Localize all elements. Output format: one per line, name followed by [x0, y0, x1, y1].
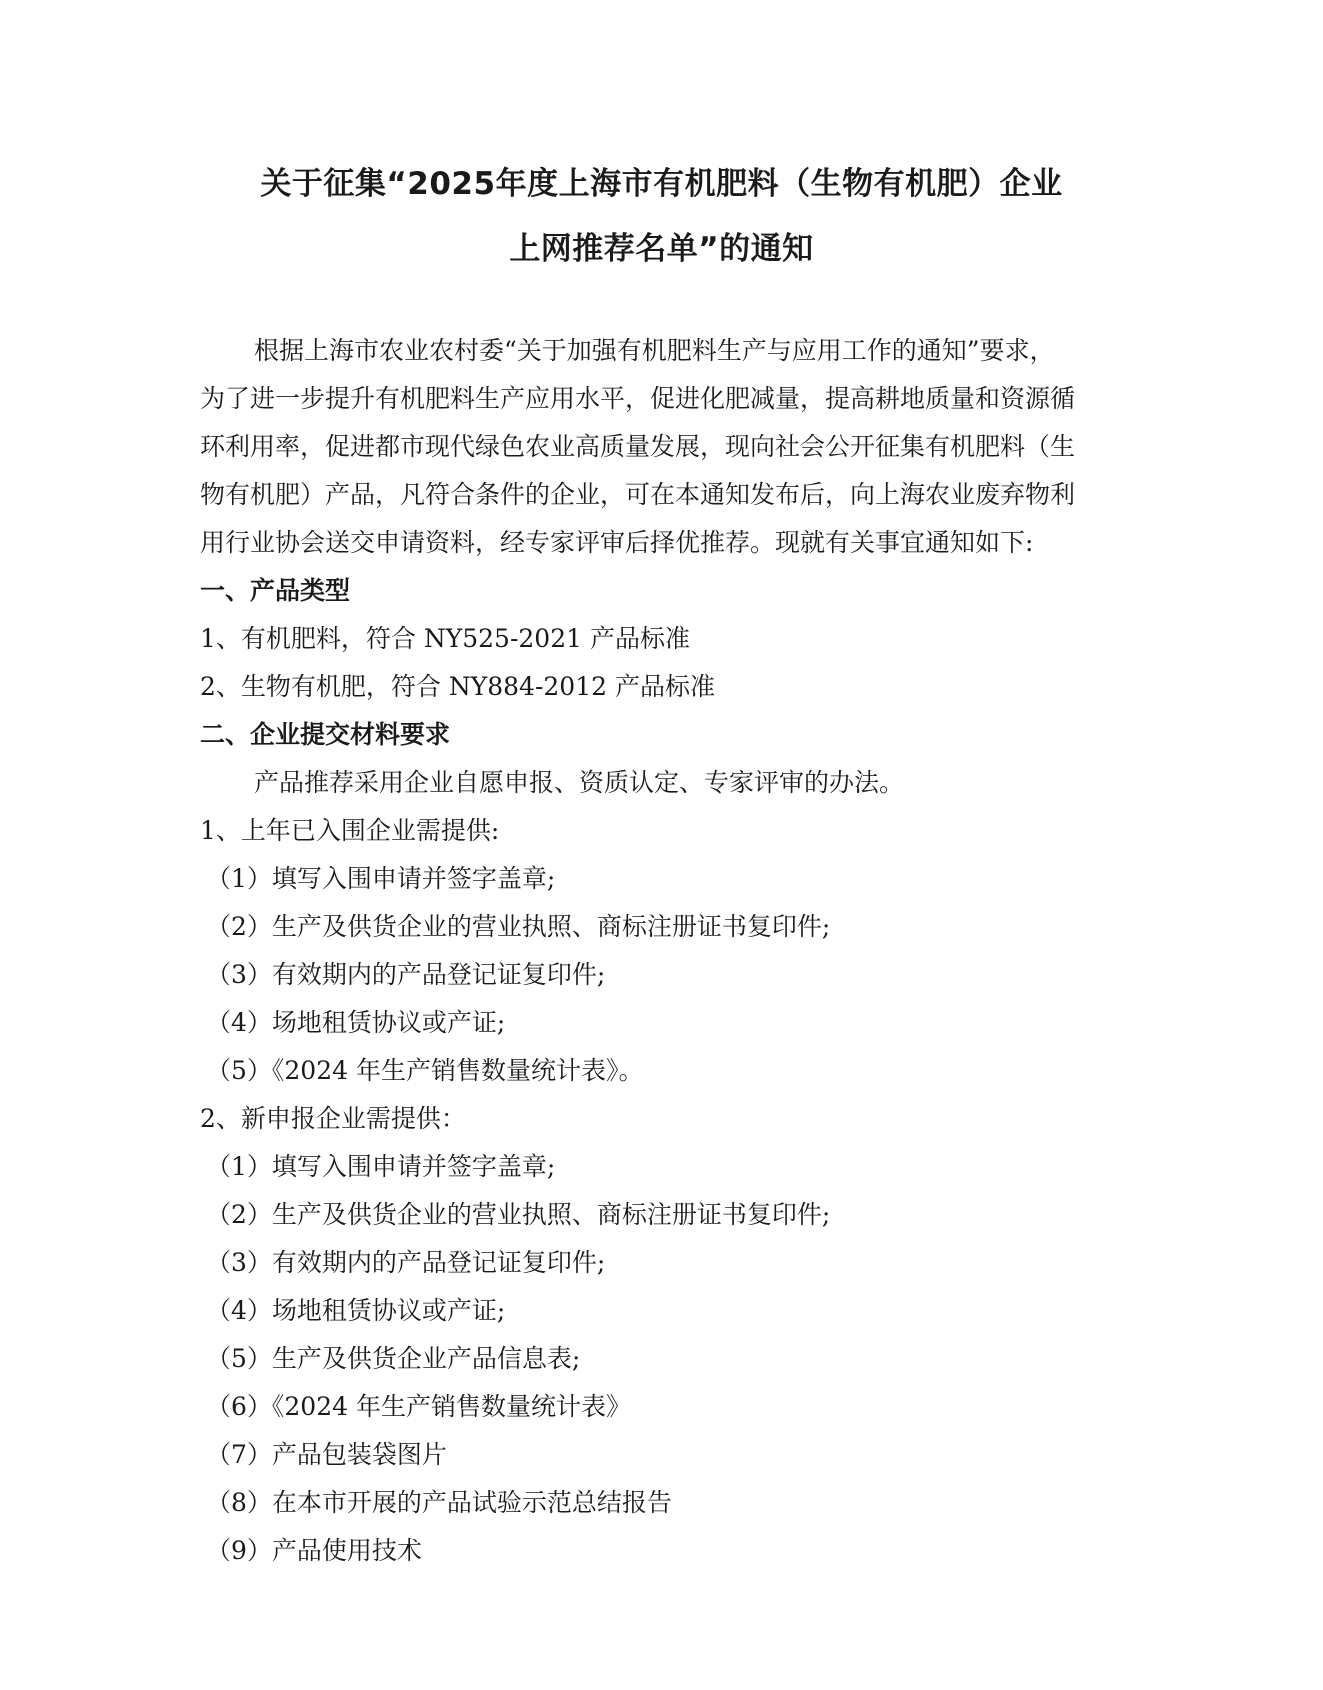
group-2-item-4: （4）场地租赁协议或产证; — [206, 1296, 506, 1325]
group-2-item-1: （1）填写入围申请并签字盖章; — [206, 1152, 556, 1181]
doc-title-line-2: 上网推荐名单”的通知 — [509, 231, 814, 267]
group-2-item-8: （8）在本市开展的产品试验示范总结报告 — [206, 1488, 672, 1517]
section-1-heading: 一、产品类型 — [200, 576, 351, 605]
group-1-item-4: （4）场地租赁协议或产证; — [206, 1008, 506, 1037]
group-1-item-1: （1）填写入围申请并签字盖章; — [206, 864, 556, 893]
intro-line-5: 用行业协会送交申请资料，经专家评审后择优推荐。现就有关事宜通知如下: — [200, 528, 1034, 557]
group-2-item-9: （9）产品使用技术 — [206, 1536, 422, 1565]
section-1-item-1: 1、有机肥料，符合 NY525-2021 产品标准 — [200, 624, 690, 653]
doc-title-line-1: 关于征集“2025年度上海市有机肥料（生物有机肥）企业 — [260, 166, 1063, 202]
group-2-item-3: （3）有效期内的产品登记证复印件; — [206, 1248, 606, 1277]
group-2-item-2: （2）生产及供货企业的营业执照、商标注册证书复印件; — [206, 1200, 831, 1229]
group-2-label: 2、新申报企业需提供： — [200, 1104, 466, 1133]
intro-line-1: 根据上海市农业农村委“关于加强有机肥料生产与应用工作的通知”要求， — [254, 336, 1055, 365]
group-2-item-7: （7）产品包装袋图片 — [206, 1440, 447, 1469]
group-2-item-5: （5）生产及供货企业产品信息表; — [206, 1344, 581, 1373]
intro-line-3: 环利用率，促进都市现代绿色农业高质量发展，现向社会公开征集有机肥料（生 — [200, 432, 1076, 461]
group-1-item-5: （5）《2024 年生产销售数量统计表》。 — [206, 1056, 644, 1085]
group-2-item-6: （6）《2024 年生产销售数量统计表》 — [206, 1392, 631, 1421]
section-2-heading: 二、企业提交材料要求 — [200, 720, 451, 749]
section-2-intro: 产品推荐采用企业自愿申报、资质认定、专家评审的办法。 — [254, 768, 905, 797]
group-1-item-3: （3）有效期内的产品登记证复印件; — [206, 960, 606, 989]
intro-line-2: 为了进一步提升有机肥料生产应用水平，促进化肥减量，提高耕地质量和资源循 — [200, 384, 1076, 413]
section-1-item-2: 2、生物有机肥，符合 NY884-2012 产品标准 — [200, 672, 715, 701]
group-1-item-2: （2）生产及供货企业的营业执照、商标注册证书复印件; — [206, 912, 831, 941]
intro-line-4: 物有机肥）产品，凡符合条件的企业，可在本通知发布后，向上海农业废弃物利 — [200, 480, 1076, 509]
group-1-label: 1、上年已入围企业需提供: — [200, 816, 500, 845]
